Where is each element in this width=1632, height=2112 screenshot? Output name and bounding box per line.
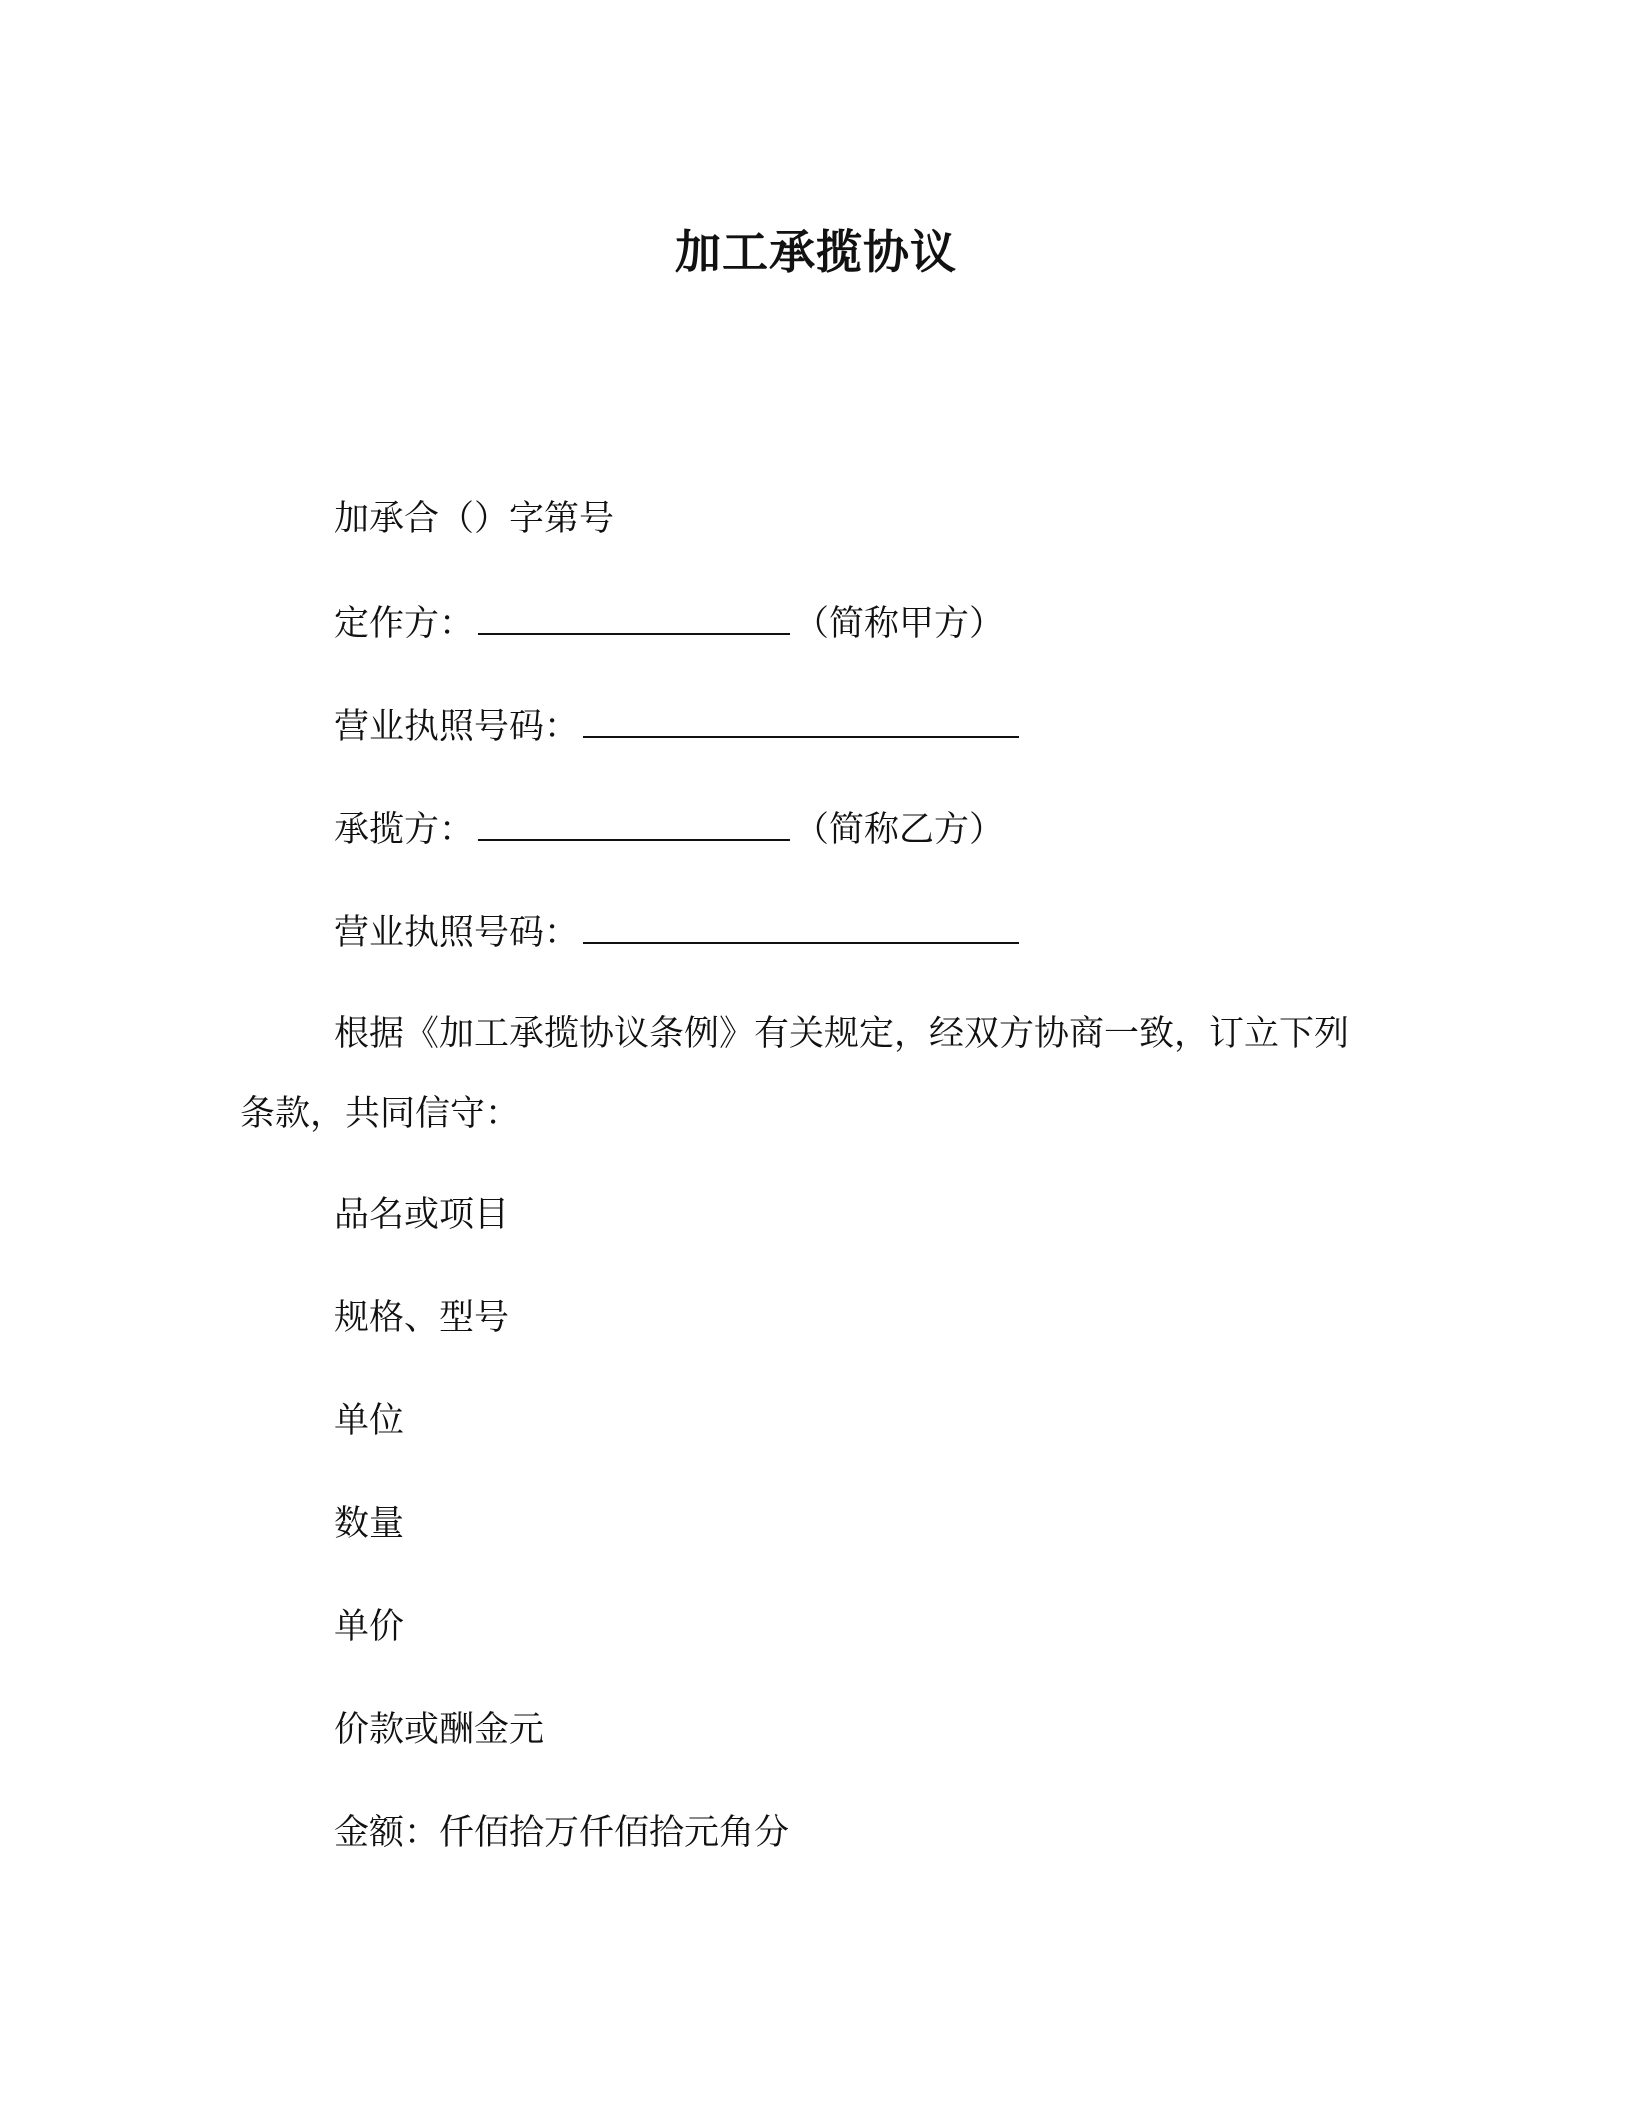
contractor-suffix: （简称乙方）	[794, 810, 1005, 850]
contractor-line	[334, 803, 1004, 855]
contractor-license-line	[334, 906, 1023, 958]
item-quantity: 数量	[334, 1504, 405, 1544]
contractor-label: 承揽方：	[334, 810, 475, 850]
item-unit-price: 单价	[334, 1607, 405, 1647]
client-license-label: 营业执照号码：	[334, 707, 580, 747]
item-unit: 单位	[334, 1401, 405, 1441]
contractor-license-blank	[583, 906, 1019, 944]
item-product-name: 品名或项目	[334, 1195, 510, 1235]
client-license-blank	[583, 700, 1019, 738]
item-price-or-fee: 价款或酬金元	[334, 1710, 545, 1750]
contractor-name-blank	[478, 803, 790, 841]
item-specification: 规格、型号	[334, 1298, 510, 1338]
document-title: 加工承揽协议	[675, 225, 957, 279]
item-amount: 金额：仟佰拾万仟佰拾元角分	[334, 1813, 790, 1853]
contractor-license-label: 营业执照号码：	[334, 913, 580, 953]
client-label: 定作方：	[334, 604, 475, 644]
client-line	[334, 597, 1004, 649]
contract-number: 加承合（）字第号	[334, 499, 615, 539]
preamble-paragraph: 根据《加工承揽协议条例》有关规定，经双方协商一致，订立下列条款，共同信守：	[240, 1014, 1350, 1134]
client-suffix: （简称甲方）	[794, 604, 1005, 644]
client-license-line	[334, 700, 1023, 752]
client-name-blank	[478, 597, 790, 635]
